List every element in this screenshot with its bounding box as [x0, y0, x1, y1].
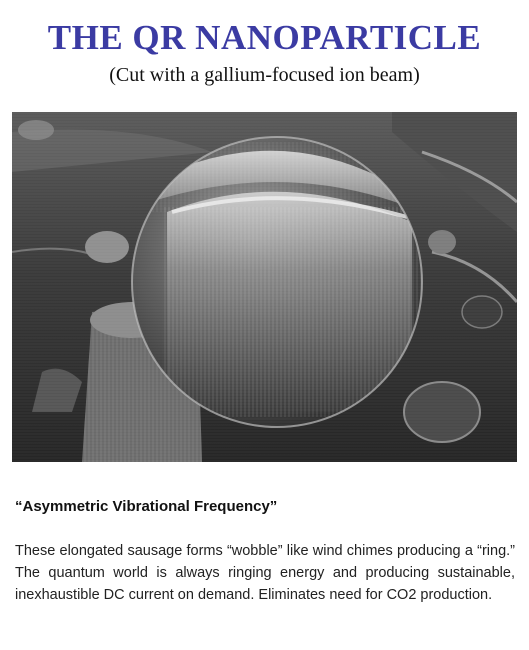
- section-heading: “Asymmetric Vibrational Frequency”: [15, 498, 278, 515]
- section-body: These elongated sausage forms “wobble” like wind chimes producing a “ring.” The quantum world is always ringing energy and producing sustainable, inexhaustible DC current on demand. Eliminates need for CO2 production.: [15, 543, 515, 603]
- page-subtitle: (Cut with a gallium-focused ion beam): [109, 64, 420, 86]
- nanoparticle-micrograph: [12, 112, 517, 462]
- page-title: THE QR NANOPARTICLE: [47, 18, 482, 57]
